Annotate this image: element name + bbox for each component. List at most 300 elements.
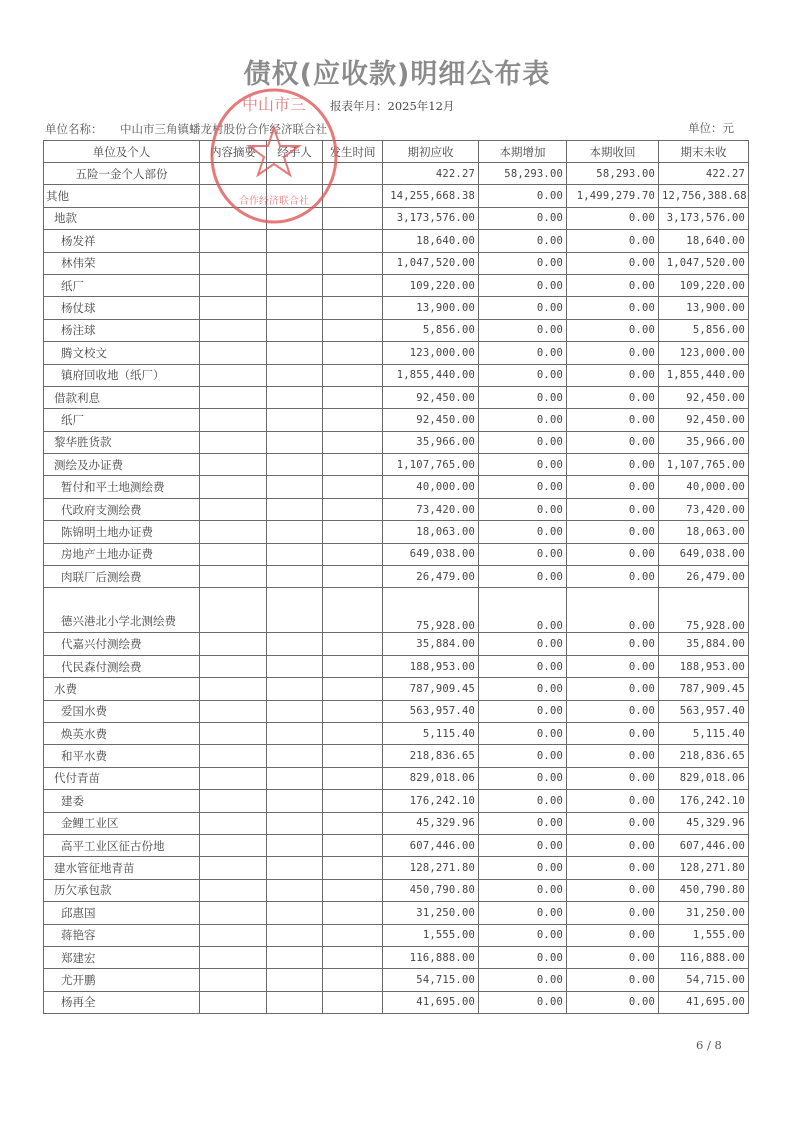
page-indicator: 6 / 8 <box>696 1038 722 1052</box>
cell-date <box>323 722 383 744</box>
cell-opening: 54,715.00 <box>383 969 479 991</box>
cell-summary <box>200 342 267 364</box>
cell-summary <box>200 409 267 431</box>
cell-increase: 58,293.00 <box>479 163 567 185</box>
cell-handler <box>267 678 323 700</box>
cell-recovered: 0.00 <box>567 409 659 431</box>
cell-closing: 128,271.80 <box>659 857 749 879</box>
cell-recovered: 0.00 <box>567 924 659 946</box>
cell-date <box>323 297 383 319</box>
cell-recovered: 0.00 <box>567 476 659 498</box>
cell-summary <box>200 722 267 744</box>
cell-opening: 14,255,668.38 <box>383 185 479 207</box>
row-name: 纸厂 <box>44 274 200 296</box>
cell-recovered: 58,293.00 <box>567 163 659 185</box>
cell-recovered: 0.00 <box>567 700 659 722</box>
cell-handler <box>267 342 323 364</box>
cell-date <box>323 207 383 229</box>
cell-recovered: 0.00 <box>567 230 659 252</box>
cell-increase: 0.00 <box>479 230 567 252</box>
cell-summary <box>200 207 267 229</box>
row-name: 杨注球 <box>44 319 200 341</box>
header-summary: 内容摘要 <box>200 141 267 163</box>
cell-summary <box>200 386 267 408</box>
cell-closing: 5,856.00 <box>659 319 749 341</box>
table-row <box>44 431 749 453</box>
cell-increase: 0.00 <box>479 364 567 386</box>
cell-increase: 0.00 <box>479 633 567 655</box>
cell-date <box>323 342 383 364</box>
cell-recovered: 0.00 <box>567 946 659 968</box>
cell-recovered: 0.00 <box>567 745 659 767</box>
cell-date <box>323 498 383 520</box>
row-name: 测绘及办证费 <box>44 454 200 476</box>
table-row <box>44 207 749 229</box>
cell-date <box>323 274 383 296</box>
cell-closing: 450,790.80 <box>659 879 749 901</box>
cell-increase: 0.00 <box>479 722 567 744</box>
table-row <box>44 252 749 274</box>
header-increase: 本期增加 <box>479 141 567 163</box>
cell-summary <box>200 588 267 633</box>
cell-increase: 0.00 <box>479 252 567 274</box>
row-name: 建委 <box>44 790 200 812</box>
row-name: 地款 <box>44 207 200 229</box>
cell-closing: 5,115.40 <box>659 722 749 744</box>
cell-summary <box>200 969 267 991</box>
cell-summary <box>200 163 267 185</box>
svg-text:中山市三: 中山市三 <box>241 95 307 114</box>
cell-increase: 0.00 <box>479 991 567 1013</box>
cell-opening: 40,000.00 <box>383 476 479 498</box>
table-row <box>44 521 749 543</box>
cell-recovered: 0.00 <box>567 790 659 812</box>
cell-handler <box>267 521 323 543</box>
cell-closing: 73,420.00 <box>659 498 749 520</box>
row-name: 金鲤工业区 <box>44 812 200 834</box>
table-row <box>44 790 749 812</box>
cell-date <box>323 454 383 476</box>
table-row <box>44 834 749 856</box>
row-name: 高平工业区征古份地 <box>44 834 200 856</box>
cell-closing: 26,479.00 <box>659 566 749 588</box>
cell-closing: 18,640.00 <box>659 230 749 252</box>
cell-opening: 41,695.00 <box>383 991 479 1013</box>
cell-handler <box>267 857 323 879</box>
table-row <box>44 767 749 789</box>
cell-recovered: 0.00 <box>567 207 659 229</box>
cell-handler <box>267 297 323 319</box>
cell-date <box>323 700 383 722</box>
cell-increase: 0.00 <box>479 812 567 834</box>
cell-opening: 35,966.00 <box>383 431 479 453</box>
cell-summary <box>200 790 267 812</box>
cell-increase: 0.00 <box>479 476 567 498</box>
header-closing: 期末未收 <box>659 141 749 163</box>
cell-handler <box>267 431 323 453</box>
cell-handler <box>267 924 323 946</box>
row-name: 代民森付测绘费 <box>44 655 200 677</box>
row-name: 德兴港北小学北测绘费 <box>44 588 200 633</box>
cell-opening: 5,856.00 <box>383 319 479 341</box>
document-title: 债权(应收款)明细公布表 <box>243 59 551 90</box>
cell-handler <box>267 498 323 520</box>
cell-date <box>323 969 383 991</box>
table-row <box>44 185 749 207</box>
cell-date <box>323 386 383 408</box>
table-row <box>44 297 749 319</box>
cell-closing: 1,555.00 <box>659 924 749 946</box>
cell-summary <box>200 566 267 588</box>
table-row <box>44 745 749 767</box>
cell-summary <box>200 274 267 296</box>
cell-date <box>323 185 383 207</box>
cell-increase: 0.00 <box>479 588 567 633</box>
cell-closing: 1,107,765.00 <box>659 454 749 476</box>
cell-opening: 128,271.80 <box>383 857 479 879</box>
table-row <box>44 319 749 341</box>
cell-increase: 0.00 <box>479 454 567 476</box>
table-row <box>44 163 749 185</box>
row-name: 尤开鹏 <box>44 969 200 991</box>
cell-increase: 0.00 <box>479 857 567 879</box>
cell-handler <box>267 588 323 633</box>
row-name: 纸厂 <box>44 409 200 431</box>
cell-recovered: 0.00 <box>567 969 659 991</box>
cell-opening: 31,250.00 <box>383 902 479 924</box>
cell-handler <box>267 969 323 991</box>
row-name: 黎华胜货款 <box>44 431 200 453</box>
cell-handler <box>267 566 323 588</box>
cell-recovered: 0.00 <box>567 678 659 700</box>
cell-date <box>323 409 383 431</box>
cell-handler <box>267 454 323 476</box>
cell-summary <box>200 319 267 341</box>
cell-recovered: 0.00 <box>567 521 659 543</box>
cell-increase: 0.00 <box>479 498 567 520</box>
cell-increase: 0.00 <box>479 274 567 296</box>
table-row <box>44 588 749 633</box>
cell-handler <box>267 700 323 722</box>
cell-summary <box>200 431 267 453</box>
cell-date <box>323 767 383 789</box>
cell-closing: 45,329.96 <box>659 812 749 834</box>
cell-summary <box>200 297 267 319</box>
cell-summary <box>200 767 267 789</box>
table-row <box>44 543 749 565</box>
cell-handler <box>267 476 323 498</box>
cell-closing: 1,047,520.00 <box>659 252 749 274</box>
cell-increase: 0.00 <box>479 655 567 677</box>
cell-opening: 188,953.00 <box>383 655 479 677</box>
cell-handler <box>267 902 323 924</box>
cell-increase: 0.00 <box>479 431 567 453</box>
table-body <box>44 163 749 1014</box>
row-name: 历欠承包款 <box>44 879 200 901</box>
cell-date <box>323 163 383 185</box>
cell-summary <box>200 924 267 946</box>
table-row <box>44 386 749 408</box>
cell-date <box>323 431 383 453</box>
cell-date <box>323 655 383 677</box>
cell-summary <box>200 700 267 722</box>
cell-date <box>323 566 383 588</box>
cell-increase: 0.00 <box>479 879 567 901</box>
cell-date <box>323 252 383 274</box>
cell-handler <box>267 946 323 968</box>
cell-handler <box>267 879 323 901</box>
cell-summary <box>200 185 267 207</box>
cell-handler <box>267 274 323 296</box>
cell-opening: 109,220.00 <box>383 274 479 296</box>
table-row <box>44 454 749 476</box>
cell-increase: 0.00 <box>479 969 567 991</box>
row-name: 蒋艳容 <box>44 924 200 946</box>
cell-summary <box>200 655 267 677</box>
cell-summary <box>200 476 267 498</box>
report-period: 报表年月：2025年12月 <box>330 99 455 113</box>
cell-opening: 450,790.80 <box>383 879 479 901</box>
cell-opening: 75,928.00 <box>383 588 479 633</box>
row-name: 建水管征地青苗 <box>44 857 200 879</box>
table-row <box>44 902 749 924</box>
cell-handler <box>267 812 323 834</box>
row-name: 借款利息 <box>44 386 200 408</box>
table-row <box>44 924 749 946</box>
cell-increase: 0.00 <box>479 946 567 968</box>
row-name: 代政府支测绘费 <box>44 498 200 520</box>
cell-recovered: 0.00 <box>567 991 659 1013</box>
cell-summary <box>200 454 267 476</box>
table-row <box>44 812 749 834</box>
cell-closing: 41,695.00 <box>659 991 749 1013</box>
cell-handler <box>267 655 323 677</box>
row-name: 杨仗球 <box>44 297 200 319</box>
cell-increase: 0.00 <box>479 790 567 812</box>
cell-date <box>323 812 383 834</box>
table-row <box>44 633 749 655</box>
cell-date <box>323 857 383 879</box>
cell-increase: 0.00 <box>479 678 567 700</box>
cell-summary <box>200 902 267 924</box>
cell-opening: 3,173,576.00 <box>383 207 479 229</box>
unit-name: 中山市三角镇蟠龙村股份合作经济联合社 <box>120 122 327 136</box>
row-name: 代嘉兴付测绘费 <box>44 633 200 655</box>
cell-opening: 1,555.00 <box>383 924 479 946</box>
cell-closing: 12,756,388.68 <box>659 185 749 207</box>
cell-recovered: 0.00 <box>567 655 659 677</box>
cell-closing: 35,884.00 <box>659 633 749 655</box>
cell-handler <box>267 386 323 408</box>
row-name: 镇府回收地（纸厂） <box>44 364 200 386</box>
cell-summary <box>200 498 267 520</box>
cell-opening: 829,018.06 <box>383 767 479 789</box>
cell-handler <box>267 364 323 386</box>
table-header-row <box>44 141 749 163</box>
cell-recovered: 0.00 <box>567 879 659 901</box>
cell-opening: 18,640.00 <box>383 230 479 252</box>
cell-date <box>323 543 383 565</box>
cell-handler <box>267 230 323 252</box>
cell-opening: 73,420.00 <box>383 498 479 520</box>
cell-opening: 13,900.00 <box>383 297 479 319</box>
row-name: 林伟荣 <box>44 252 200 274</box>
cell-summary <box>200 879 267 901</box>
cell-opening: 563,957.40 <box>383 700 479 722</box>
table-row <box>44 498 749 520</box>
cell-date <box>323 230 383 252</box>
cell-recovered: 0.00 <box>567 566 659 588</box>
table-row <box>44 566 749 588</box>
table-row <box>44 409 749 431</box>
cell-increase: 0.00 <box>479 745 567 767</box>
cell-increase: 0.00 <box>479 342 567 364</box>
cell-opening: 123,000.00 <box>383 342 479 364</box>
row-name: 五险一金个人部份 <box>44 163 200 185</box>
cell-closing: 1,855,440.00 <box>659 364 749 386</box>
cell-date <box>323 364 383 386</box>
row-name: 郑建宏 <box>44 946 200 968</box>
cell-handler <box>267 409 323 431</box>
row-name: 邱惠国 <box>44 902 200 924</box>
cell-opening: 1,855,440.00 <box>383 364 479 386</box>
cell-summary <box>200 543 267 565</box>
cell-date <box>323 834 383 856</box>
cell-increase: 0.00 <box>479 902 567 924</box>
cell-closing: 607,446.00 <box>659 834 749 856</box>
table-row <box>44 678 749 700</box>
cell-closing: 176,242.10 <box>659 790 749 812</box>
cell-recovered: 0.00 <box>567 498 659 520</box>
table-row <box>44 857 749 879</box>
cell-recovered: 0.00 <box>567 857 659 879</box>
cell-recovered: 0.00 <box>567 454 659 476</box>
cell-opening: 5,115.40 <box>383 722 479 744</box>
cell-recovered: 0.00 <box>567 431 659 453</box>
cell-closing: 829,018.06 <box>659 767 749 789</box>
cell-increase: 0.00 <box>479 521 567 543</box>
table-row <box>44 342 749 364</box>
cell-handler <box>267 163 323 185</box>
table-row <box>44 722 749 744</box>
table-row <box>44 476 749 498</box>
cell-recovered: 0.00 <box>567 274 659 296</box>
svg-text:合作经济联合社: 合作经济联合社 <box>239 196 309 207</box>
row-name: 房地产土地办证费 <box>44 543 200 565</box>
row-name: 水费 <box>44 678 200 700</box>
table-row <box>44 700 749 722</box>
cell-closing: 92,450.00 <box>659 386 749 408</box>
table-row <box>44 946 749 968</box>
cell-date <box>323 924 383 946</box>
cell-date <box>323 946 383 968</box>
cell-opening: 422.27 <box>383 163 479 185</box>
cell-increase: 0.00 <box>479 386 567 408</box>
cell-increase: 0.00 <box>479 185 567 207</box>
cell-handler <box>267 834 323 856</box>
cell-summary <box>200 521 267 543</box>
cell-date <box>323 790 383 812</box>
cell-summary <box>200 230 267 252</box>
cell-summary <box>200 857 267 879</box>
header-handler: 经手人 <box>267 141 323 163</box>
cell-recovered: 0.00 <box>567 319 659 341</box>
row-name: 陈锦明土地办证费 <box>44 521 200 543</box>
cell-increase: 0.00 <box>479 767 567 789</box>
cell-increase: 0.00 <box>479 297 567 319</box>
cell-summary <box>200 252 267 274</box>
cell-increase: 0.00 <box>479 700 567 722</box>
cell-closing: 787,909.45 <box>659 678 749 700</box>
row-name: 代付青苗 <box>44 767 200 789</box>
cell-closing: 54,715.00 <box>659 969 749 991</box>
cell-opening: 1,107,765.00 <box>383 454 479 476</box>
cell-summary <box>200 364 267 386</box>
cell-closing: 218,836.65 <box>659 745 749 767</box>
currency-unit: 单位：元 <box>688 121 734 135</box>
cell-closing: 422.27 <box>659 163 749 185</box>
cell-recovered: 0.00 <box>567 252 659 274</box>
cell-recovered: 0.00 <box>567 834 659 856</box>
cell-increase: 0.00 <box>479 566 567 588</box>
cell-handler <box>267 252 323 274</box>
cell-closing: 123,000.00 <box>659 342 749 364</box>
cell-increase: 0.00 <box>479 319 567 341</box>
cell-opening: 18,063.00 <box>383 521 479 543</box>
row-name: 腾文校文 <box>44 342 200 364</box>
cell-opening: 218,836.65 <box>383 745 479 767</box>
cell-handler <box>267 633 323 655</box>
cell-increase: 0.00 <box>479 834 567 856</box>
table-row <box>44 230 749 252</box>
cell-date <box>323 879 383 901</box>
cell-opening: 92,450.00 <box>383 409 479 431</box>
cell-handler <box>267 991 323 1013</box>
cell-date <box>323 521 383 543</box>
cell-handler <box>267 319 323 341</box>
receivables-table <box>43 140 749 1014</box>
cell-closing: 40,000.00 <box>659 476 749 498</box>
cell-opening: 45,329.96 <box>383 812 479 834</box>
cell-date <box>323 476 383 498</box>
cell-recovered: 0.00 <box>567 722 659 744</box>
cell-increase: 0.00 <box>479 543 567 565</box>
cell-closing: 92,450.00 <box>659 409 749 431</box>
cell-summary <box>200 678 267 700</box>
cell-date <box>323 745 383 767</box>
cell-increase: 0.00 <box>479 207 567 229</box>
cell-opening: 92,450.00 <box>383 386 479 408</box>
cell-handler <box>267 745 323 767</box>
row-name: 焕英水费 <box>44 722 200 744</box>
cell-increase: 0.00 <box>479 409 567 431</box>
cell-closing: 31,250.00 <box>659 902 749 924</box>
row-name: 杨再全 <box>44 991 200 1013</box>
cell-recovered: 1,499,279.70 <box>567 185 659 207</box>
header-unit-person: 单位及个人 <box>44 141 200 163</box>
cell-recovered: 0.00 <box>567 543 659 565</box>
cell-recovered: 0.00 <box>567 767 659 789</box>
cell-date <box>323 588 383 633</box>
cell-date <box>323 678 383 700</box>
cell-handler <box>267 185 323 207</box>
cell-closing: 116,888.00 <box>659 946 749 968</box>
cell-closing: 109,220.00 <box>659 274 749 296</box>
cell-increase: 0.00 <box>479 924 567 946</box>
cell-closing: 13,900.00 <box>659 297 749 319</box>
cell-recovered: 0.00 <box>567 297 659 319</box>
row-name: 和平水费 <box>44 745 200 767</box>
